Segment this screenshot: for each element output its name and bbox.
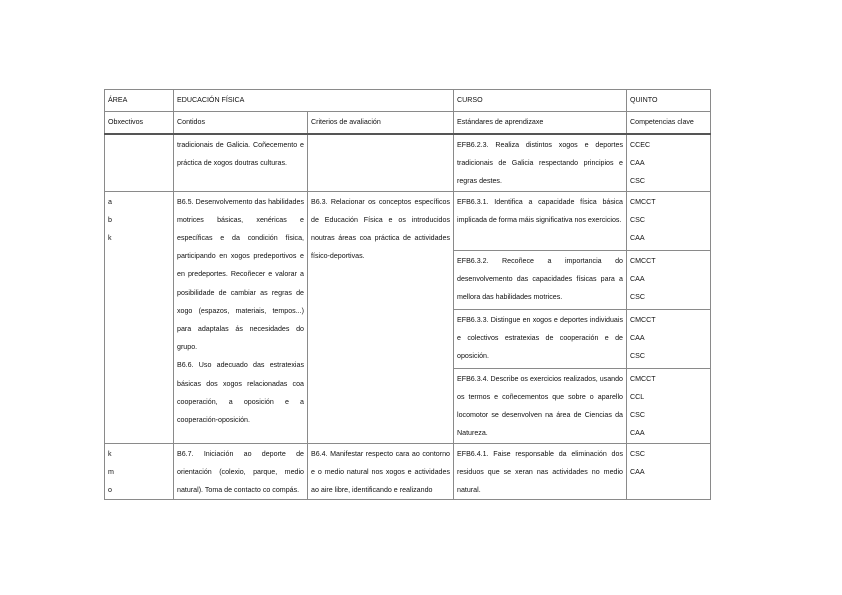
competence-code: CSC xyxy=(630,352,645,361)
column-header-row xyxy=(105,112,711,135)
content-item: B6.6. Uso adecuado das estratexias básicas dos xogos relacionadas coa cooperación, a oposición e a cooperación-oposición. xyxy=(177,361,304,425)
competence-code: CSC xyxy=(630,215,645,224)
competence-code: CAA xyxy=(630,159,645,168)
table-row xyxy=(105,443,711,500)
standard-item: EFB6.3.3. Distingue en xogos e deportes individuais e colectivos estratexias de cooperación e de oposición. xyxy=(454,310,626,369)
table-row xyxy=(105,134,711,191)
competences-cell xyxy=(627,191,711,443)
objectives-cell xyxy=(105,443,174,500)
col-header-criteria: Criterios de avaliación xyxy=(308,112,454,135)
curso-label: CURSO xyxy=(454,90,627,112)
competence-code: CAA xyxy=(630,274,645,283)
objective-code: k xyxy=(108,234,112,243)
competence-code: CMCCT xyxy=(630,197,656,206)
curriculum-table xyxy=(104,89,711,500)
competences-cell xyxy=(627,134,711,191)
standard-item: EFB6.3.1. Identifica a capacidade física básica implicada de forma máis significativa nos exercicios. xyxy=(454,192,626,251)
header-row xyxy=(105,90,711,112)
competence-group xyxy=(627,369,710,443)
objectives-cell xyxy=(105,134,174,191)
col-header-competences: Competencias clave xyxy=(627,112,711,135)
content-item: B6.5. Desenvolvemento das habilidades motrices básicas, xenéricas e específicas e da condición física, participando en xogos predeportivos e en predeportes. Recoñecer e valorar a posibilidade de cambiar as regras de xogo (espazos, materiais, tempos...) para adaptalas ás necesidades do grupo. xyxy=(177,197,304,352)
col-header-standards: Estándares de aprendizaxe xyxy=(454,112,627,135)
competence-code: CMCCT xyxy=(630,315,656,324)
area-label: ÁREA xyxy=(105,90,174,112)
objectives-cell xyxy=(105,191,174,443)
objective-code: m xyxy=(108,467,114,476)
standard-cell: EFB6.4.1. Faise responsable da eliminación dos residuos que se xeran nas actividades no medio natural. xyxy=(454,443,627,500)
competence-code: CMCCT xyxy=(630,256,656,265)
competence-code: CSC xyxy=(630,449,645,458)
competence-code: CAA xyxy=(630,234,645,243)
area-value: EDUCACIÓN FÍSICA xyxy=(174,90,454,112)
standard-cell: EFB6.2.3. Realiza distintos xogos e deportes tradicionais de Galicia respectando principios e regras destes. xyxy=(454,134,627,191)
competence-code: CAA xyxy=(630,333,645,342)
competence-group xyxy=(627,310,710,369)
standard-item: EFB6.3.4. Describe os exercicios realizados, usando os termos e coñecementos que sobre o aparello locomotor se desenvolven na área de Ciencias da Natureza. xyxy=(457,374,623,438)
objective-code: a xyxy=(108,197,112,206)
standards-cell xyxy=(454,191,627,443)
objective-code: b xyxy=(108,215,112,224)
contents-cell: B6.7. Iniciación ao deporte de orientación (colexio, parque, medio natural). Toma de contacto co compás. xyxy=(174,443,308,500)
contents-cell: tradicionais de Galicia. Coñecemento e práctica de xogos doutras culturas. xyxy=(174,134,308,191)
standard-item: EFB6.3.2. Recoñece a importancia do desenvolvemento das capacidades físicas para a mellora das habilidades motrices. xyxy=(454,251,626,310)
objective-code: k xyxy=(108,449,112,458)
contents-cell xyxy=(174,191,308,443)
competence-group xyxy=(627,251,710,310)
competence-code: CMCCT xyxy=(630,374,656,383)
criteria-cell: B6.3. Relacionar os conceptos específicos de Educación Física e os introducidos noutras áreas coa práctica de actividades físico-deportivas. xyxy=(308,191,454,443)
competence-group xyxy=(627,192,710,251)
competence-code: CCEC xyxy=(630,141,651,149)
criteria-cell: B6.4. Manifestar respecto cara ao contorno e o medio natural nos xogos e actividades ao aire libre, identificando e realizando xyxy=(308,443,454,500)
curso-value: QUINTO xyxy=(627,90,711,112)
objective-code: o xyxy=(108,486,112,495)
competence-code: CSC xyxy=(630,177,645,186)
competence-code: CCL xyxy=(630,392,645,401)
competence-code: CAA xyxy=(630,429,645,438)
col-header-contents: Contidos xyxy=(174,112,308,135)
competence-code: CAA xyxy=(630,467,645,476)
competence-code: CSC xyxy=(630,293,645,302)
competences-cell xyxy=(627,443,711,500)
table-row xyxy=(105,191,711,443)
criteria-cell xyxy=(308,134,454,191)
col-header-objectives: Obxectivos xyxy=(105,112,174,135)
competence-code: CSC xyxy=(630,411,645,420)
